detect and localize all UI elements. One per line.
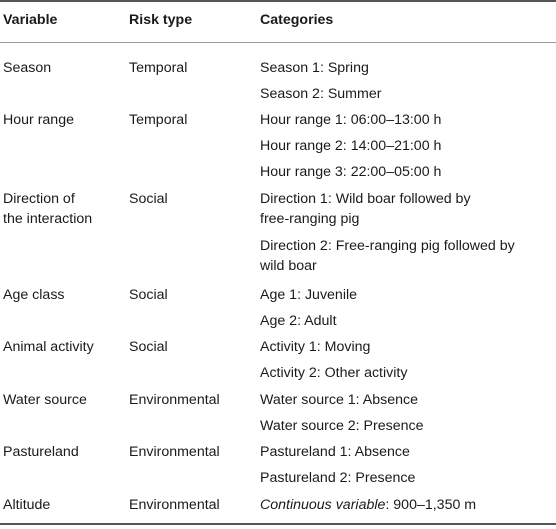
row-hour-range-category-1: Hour range 1: 06:00–13:00 h [260,112,442,128]
table-top-rule [0,0,556,2]
row-altitude-category-italic: Continuous variable [260,497,386,513]
row-age-class-risk-type: Social [129,287,168,303]
row-activity-category-2: Activity 2: Other activity [260,365,408,381]
row-hour-range-category-2: Hour range 2: 14:00–21:00 h [260,138,442,154]
row-season-variable: Season [3,60,52,76]
header-rule [0,42,556,43]
row-activity-category-1: Activity 1: Moving [260,339,371,355]
row-direction-risk-type: Social [129,191,168,207]
row-direction-category-2: Direction 2: Free-ranging pig followed by [260,238,515,254]
row-pastureland-category-2: Pastureland 2: Presence [260,470,416,486]
row-activity-risk-type: Social [129,339,168,355]
table-bottom-rule [0,523,556,525]
row-season-category-2: Season 2: Summer [260,86,382,102]
row-altitude-variable: Altitude [3,497,51,513]
row-direction-category-1-cont: free-ranging pig [260,211,360,227]
row-age-class-category-1: Age 1: Juvenile [260,287,358,303]
row-water-source-category-1: Water source 1: Absence [260,392,418,408]
header-categories: Categories [260,12,334,28]
row-water-source-variable: Water source [3,392,87,408]
row-age-class-variable: Age class [3,287,65,303]
row-hour-range-variable: Hour range [3,112,74,128]
header-risk-type: Risk type [129,12,193,28]
row-pastureland-variable: Pastureland [3,444,79,460]
row-altitude-category-rest: : 900–1,350 m [385,497,477,513]
row-altitude-risk-type: Environmental [129,497,220,513]
row-hour-range-risk-type: Temporal [129,112,188,128]
row-water-source-category-2: Water source 2: Presence [260,418,424,434]
row-pastureland-category-1: Pastureland 1: Absence [260,444,410,460]
row-direction-category-1: Direction 1: Wild boar followed by [260,191,471,207]
row-altitude-category [260,495,476,515]
row-activity-variable: Animal activity [3,339,94,355]
row-season-category-1: Season 1: Spring [260,60,369,76]
row-water-source-risk-type: Environmental [129,392,220,408]
header-variable: Variable [3,12,58,28]
row-hour-range-category-3: Hour range 3: 22:00–05:00 h [260,164,442,180]
row-direction-category-2-cont: wild boar [260,258,317,274]
row-direction-variable: Direction of [3,191,75,207]
row-pastureland-risk-type: Environmental [129,444,220,460]
row-season-risk-type: Temporal [129,60,188,76]
row-age-class-category-2: Age 2: Adult [260,313,337,329]
row-direction-variable-line2: the interaction [3,211,93,227]
